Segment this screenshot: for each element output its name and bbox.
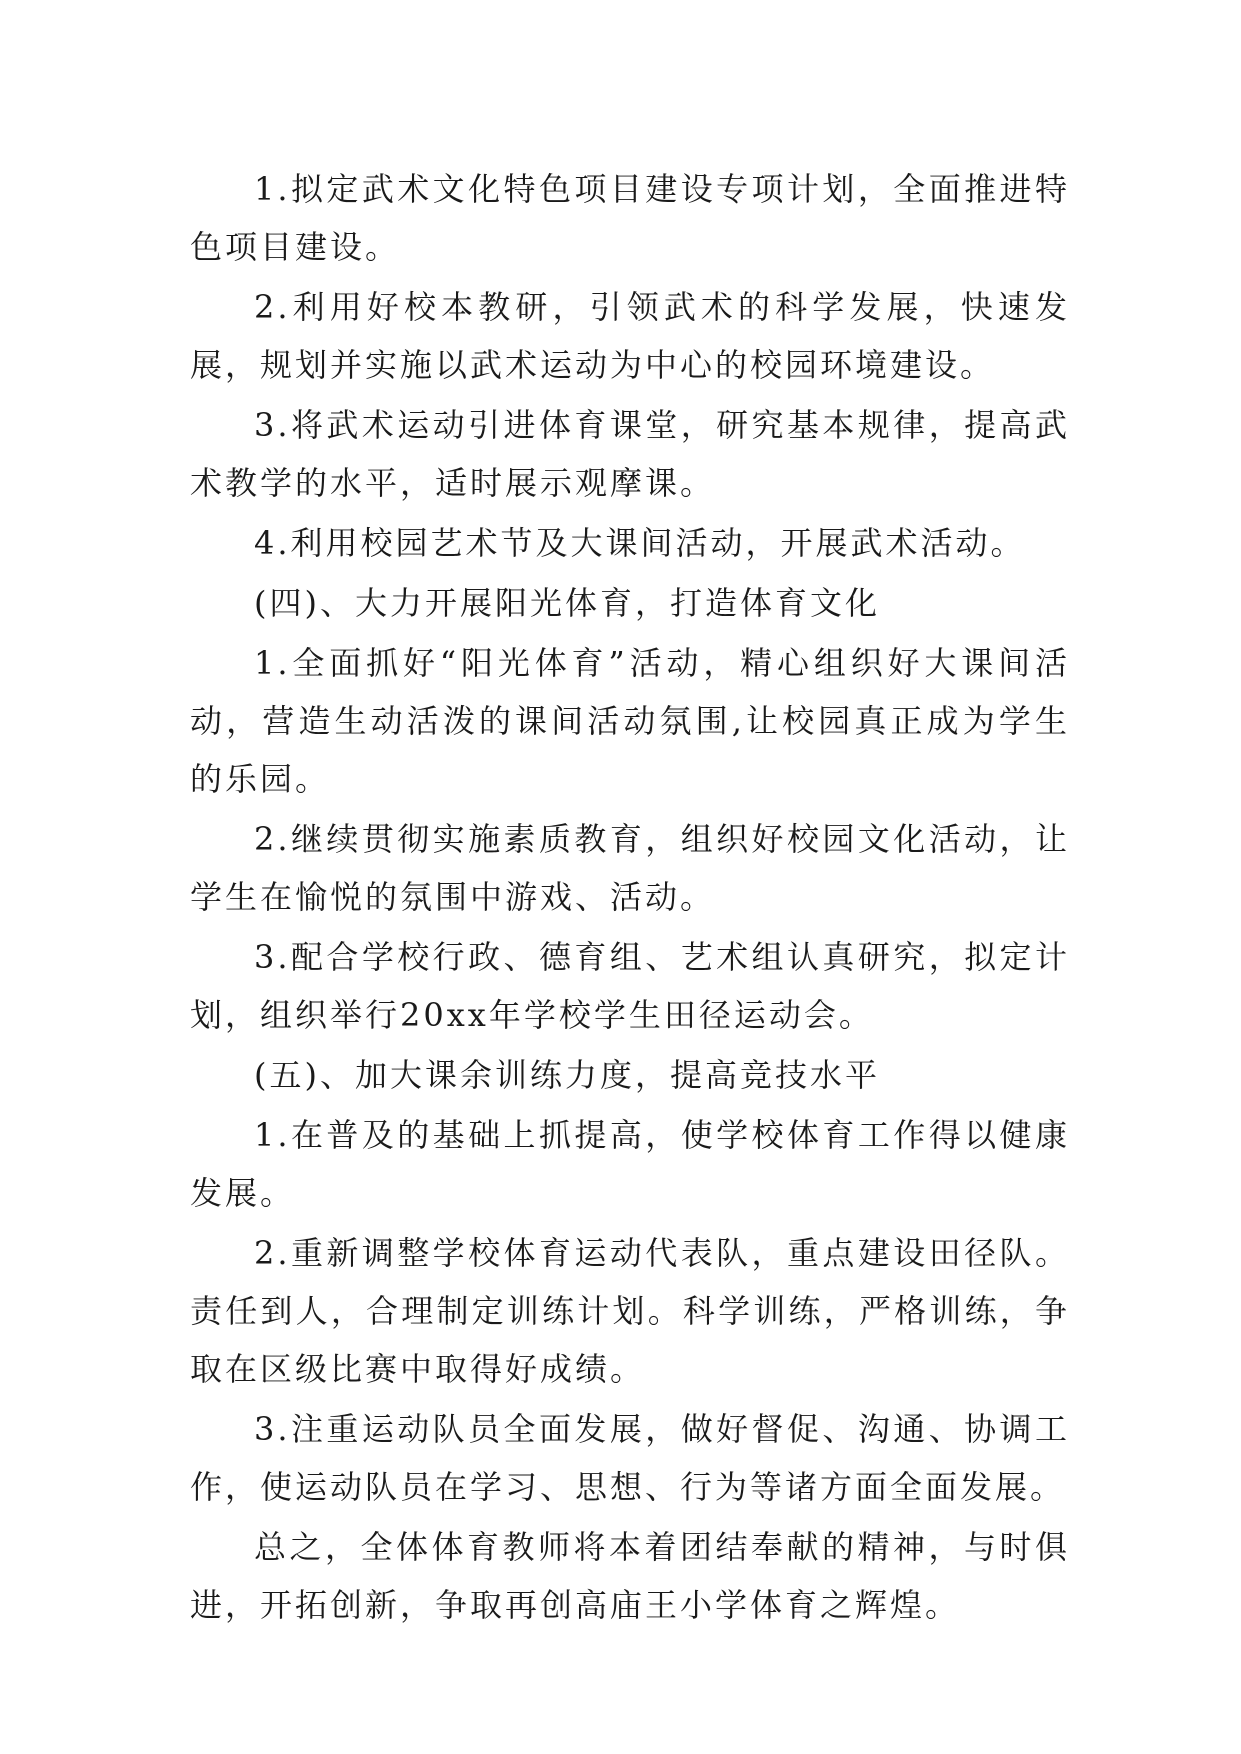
summary-paragraph: 总之，全体体育教师将本着团结奉献的精神，与时俱进，开拓创新，争取再创高庙王小学体育之辉煌。 [190,1528,1070,1624]
plan-item-3: 3.配合学校行政、德育组、艺术组认真研究，拟定计划，组织举行20xx年学校学生田径运动会。 [190,938,1070,1034]
section-heading-5: (五)、加大课余训练力度，提高竞技水平 [254,1056,880,1094]
plan-item-3: 3.注重运动队员全面发展，做好督促、沟通、协调工作，使运动队员在学习、思想、行为等诸方面全面发展。 [190,1410,1070,1506]
plan-item-2: 2.重新调整学校体育运动代表队，重点建设田径队。责任到人，合理制定训练计划。科学训练，严格训练，争取在区级比赛中取得好成绩。 [190,1234,1070,1388]
plan-item-1: 1.拟定武术文化特色项目建设专项计划，全面推进特色项目建设。 [190,170,1070,266]
section-heading-4: (四)、大力开展阳光体育，打造体育文化 [254,584,880,622]
plan-item-1: 1.在普及的基础上抓提高，使学校体育工作得以健康发展。 [190,1116,1070,1212]
document-page [190,160,1070,1636]
plan-item-2: 2.利用好校本教研，引领武术的科学发展，快速发展，规划并实施以武术运动为中心的校园环境建设。 [190,288,1070,384]
plan-item-2: 2.继续贯彻实施素质教育，组织好校园文化活动，让学生在愉悦的氛围中游戏、活动。 [190,820,1070,916]
plan-item-1: 1.全面抓好“阳光体育”活动，精心组织好大课间活动，营造生动活泼的课间活动氛围,让校园真正成为学生的乐园。 [190,644,1070,798]
plan-item-4: 4.利用校园艺术节及大课间活动，开展武术活动。 [254,524,1026,562]
plan-item-3: 3.将武术运动引进体育课堂，研究基本规律，提高武术教学的水平，适时展示观摩课。 [190,406,1070,502]
